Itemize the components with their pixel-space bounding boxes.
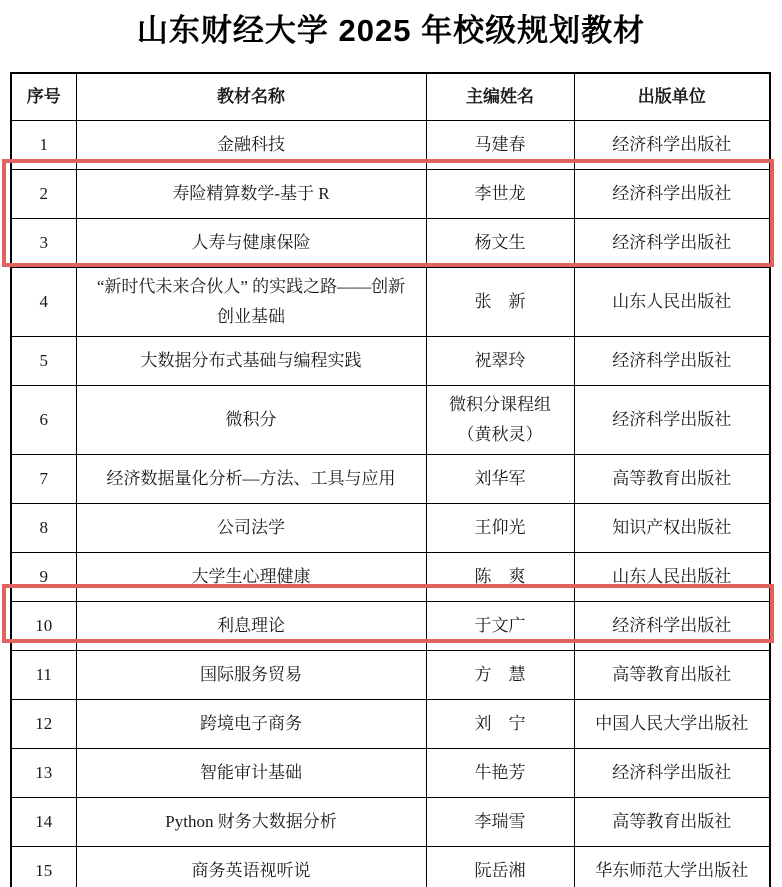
publisher-cell: 经济科学出版社 — [574, 386, 770, 455]
textbook-name-cell — [76, 386, 426, 455]
cell-text: 商务英语视听说 — [191, 860, 311, 880]
textbook-name-cell — [76, 700, 426, 749]
page-title: 山东财经大学 2025 年校级规划教材 — [136, 13, 646, 48]
table-row-11 — [11, 651, 770, 700]
cell-text: 跨境电子商务 — [200, 713, 302, 733]
editor-name-cell — [426, 121, 574, 170]
cell-text: 刘 宁 — [474, 713, 526, 733]
cell-text: 牛艳芳 — [474, 762, 526, 782]
cell-text: 国际服务贸易 — [200, 664, 302, 684]
cell-text: 祝翠玲 — [474, 350, 526, 370]
textbook-name-cell — [76, 553, 426, 602]
textbook-name-cell — [76, 798, 426, 847]
publisher-cell: 中国人民大学出版社 — [574, 700, 770, 749]
cell-text: 于文广 — [474, 615, 526, 635]
table-row-7 — [11, 455, 770, 504]
textbook-name-cell — [76, 219, 426, 268]
table-header-row — [11, 73, 770, 121]
textbook-name-cell — [76, 337, 426, 386]
editor-name-cell — [426, 219, 574, 268]
cell-text: 公司法学 — [217, 517, 285, 537]
column-header-3: 出版单位 — [574, 73, 770, 121]
publisher-cell: 经济科学出版社 — [574, 749, 770, 798]
editor-name-cell — [426, 504, 574, 553]
row-number-cell: 13 — [11, 749, 76, 798]
publisher-cell: 高等教育出版社 — [574, 455, 770, 504]
cell-text: 人寿与健康保险 — [191, 232, 311, 252]
publisher-cell: 经济科学出版社 — [574, 170, 770, 219]
row-number-cell: 14 — [11, 798, 76, 847]
textbook-name-cell — [76, 121, 426, 170]
row-number-cell: 1 — [11, 121, 76, 170]
textbook-table — [10, 72, 771, 887]
row-number-cell: 4 — [11, 268, 76, 337]
table-row-13 — [11, 749, 770, 798]
editor-name-cell — [426, 847, 574, 887]
cell-text: 马建春 — [474, 134, 526, 154]
cell-text: 阮岳湘 — [474, 860, 526, 880]
row-number-cell: 8 — [11, 504, 76, 553]
editor-name-cell — [426, 337, 574, 386]
cell-text: 寿险精算数学-基于 R — [172, 183, 330, 203]
table-row-5 — [11, 337, 770, 386]
editor-name-cell — [426, 386, 574, 455]
column-header-1: 教材名称 — [76, 73, 426, 121]
table-row-1 — [11, 121, 770, 170]
row-number-cell: 2 — [11, 170, 76, 219]
cell-text: 陈 爽 — [474, 566, 526, 586]
row-number-cell: 5 — [11, 337, 76, 386]
editor-name-cell — [426, 553, 574, 602]
row-number-cell: 10 — [11, 602, 76, 651]
cell-text: “新时代未来合伙人” 的实践之路——创新 — [96, 277, 406, 296]
textbook-name-cell — [76, 749, 426, 798]
publisher-cell: 经济科学出版社 — [574, 602, 770, 651]
table-row-10 — [11, 602, 770, 651]
column-header-0: 序号 — [11, 73, 76, 121]
textbook-name-cell — [76, 602, 426, 651]
cell-text: 大学生心理健康 — [191, 566, 311, 586]
table-row-8 — [11, 504, 770, 553]
textbook-name-cell — [76, 504, 426, 553]
publisher-cell: 山东人民出版社 — [574, 268, 770, 337]
editor-name-cell — [426, 170, 574, 219]
cell-text: 创业基础 — [217, 307, 285, 326]
textbook-name-cell — [76, 268, 426, 337]
row-number-cell: 7 — [11, 455, 76, 504]
cell-text: 李瑞雪 — [474, 811, 526, 831]
editor-name-cell — [426, 749, 574, 798]
textbook-name-cell — [76, 651, 426, 700]
editor-name-cell — [426, 268, 574, 337]
publisher-cell: 经济科学出版社 — [574, 121, 770, 170]
table-row-9 — [11, 553, 770, 602]
editor-name-cell — [426, 651, 574, 700]
cell-text: （黄秋灵） — [457, 425, 543, 444]
editor-name-cell — [426, 455, 574, 504]
cell-text: 杨文生 — [474, 232, 526, 252]
table-row-6 — [11, 386, 770, 455]
table-row-4 — [11, 268, 770, 337]
textbook-name-cell — [76, 170, 426, 219]
publisher-cell: 山东人民出版社 — [574, 553, 770, 602]
cell-text: 经济数据量化分析—方法、工具与应用 — [106, 468, 396, 488]
cell-text: 张 新 — [474, 292, 526, 311]
cell-text: 智能审计基础 — [200, 762, 302, 782]
publisher-cell: 经济科学出版社 — [574, 337, 770, 386]
cell-text: 大数据分布式基础与编程实践 — [140, 350, 362, 370]
cell-text: 利息理论 — [217, 615, 285, 635]
table-row-2 — [11, 170, 770, 219]
cell-text: 方 慧 — [474, 664, 526, 684]
publisher-cell: 高等教育出版社 — [574, 798, 770, 847]
row-number-cell: 3 — [11, 219, 76, 268]
cell-text: 王仰光 — [474, 517, 526, 537]
row-number-cell: 12 — [11, 700, 76, 749]
textbook-name-cell — [76, 455, 426, 504]
cell-text: 微积分课程组 — [449, 395, 551, 414]
publisher-cell: 高等教育出版社 — [574, 651, 770, 700]
textbook-name-cell — [76, 847, 426, 887]
publisher-cell: 经济科学出版社 — [574, 219, 770, 268]
table-row-12 — [11, 700, 770, 749]
row-number-cell: 6 — [11, 386, 76, 455]
column-header-2: 主编姓名 — [426, 73, 574, 121]
cell-text: 金融科技 — [217, 134, 285, 154]
editor-name-cell — [426, 798, 574, 847]
publisher-cell: 华东师范大学出版社 — [574, 847, 770, 887]
table-row-15 — [11, 847, 770, 887]
row-number-cell: 11 — [11, 651, 76, 700]
row-number-cell: 15 — [11, 847, 76, 887]
editor-name-cell — [426, 700, 574, 749]
editor-name-cell — [426, 602, 574, 651]
cell-text: 李世龙 — [474, 183, 526, 203]
cell-text: Python 财务大数据分析 — [165, 811, 337, 831]
cell-text: 微积分 — [225, 410, 277, 429]
row-number-cell: 9 — [11, 553, 76, 602]
publisher-cell: 知识产权出版社 — [574, 504, 770, 553]
table-row-3 — [11, 219, 770, 268]
table-row-14 — [11, 798, 770, 847]
cell-text: 刘华军 — [474, 468, 526, 488]
